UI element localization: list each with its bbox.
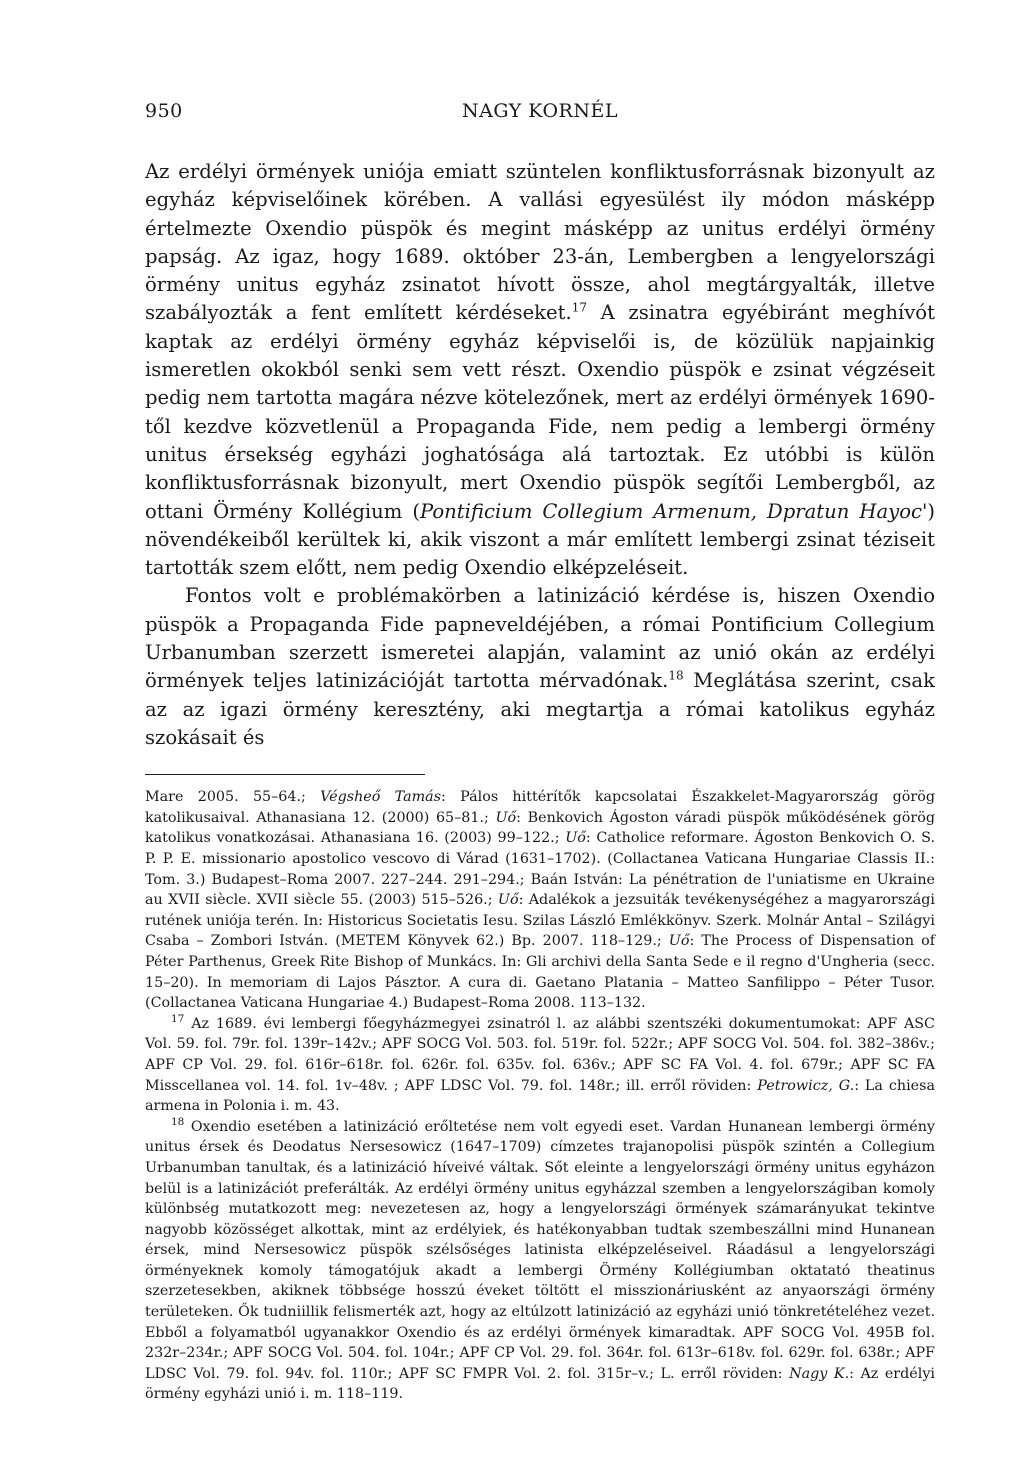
text-run: Mare 2005. 55–64.; xyxy=(145,789,321,806)
text-run: : Catholice reformare. Ágoston Benkovich O. S. P. P. E. missionario apostolico vescovo di Várad (1631–1702). (Collactanea Vaticana Hungariae Classis II.: Tom. 3.) Budapest–Roma 2007. 227–244. 291–294.; Baán István: La pénétration de l'uniatisme en Ukraine au XVII siècle. XVII siècle 55. (2003) 515–526.; xyxy=(145,830,936,909)
text-run: : Az erdélyi örmény egyházi unió i. m. 118–119. xyxy=(145,1365,935,1403)
author-name: Nagy K. xyxy=(789,1365,850,1382)
text-run: : Benkovich Ágoston váradi püspök működésének görög katolikus vonatkozásai. Athanasiana 16. (2003) 99–122.; xyxy=(145,809,936,847)
author-name: Uő xyxy=(495,809,517,826)
footnote-ref-17: 17 xyxy=(571,300,588,315)
text-run: A zsinatra egyébiránt meghívót kaptak az erdélyi örmény egyház képviselői is, de közülük napjainkig ismeretlen okokból senki sem vett részt. Oxendio püspök e zsinat végzéseit pedig nem tartotta magára nézve kötelezőnek, mert az erdélyi örmények 1690-től kezdve közvetlenül a Propaganda Fide, nem pedig a lembergi örmény unitus érsekség egyházi joghatósága alá tartoztak. Ez utóbbi is külön konfliktusforrásnak bizonyult, mert Oxendio püspök segítői Lembergből, az ottani Örmény Kollégium ( xyxy=(145,301,935,523)
paragraph-2 xyxy=(145,582,935,752)
author-name: Uő xyxy=(668,933,690,950)
text-run: ) növendékeiből kerültek ki, akik viszont a már említett lembergi zsinat téziseit tartották szem előtt, nem pedig Oxendio elképzeléseit. xyxy=(145,499,936,580)
author-name: Uő xyxy=(565,830,586,847)
text-run: Fontos volt e problémakörben a latinizáció kérdése is, hiszen Oxendio püspök a Propaganda Fide papneveldéjében, a római Pontificium Collegium Urbanumban szerzett ismeretei alapján, valamint az unió okán az erdélyi örmények teljes latinizációját tartotta mérvadónak. xyxy=(145,584,935,693)
footnote-continued xyxy=(145,787,935,1014)
text-run: : The Process of Dispensation of Péter Parthenus, Greek Rite Bishop of Munkács. In: Gli archivi della Santa Sede e il regno d'Ungheria (secc. 15–20). In memoriam di Lajos Pásztor. A cura di. Gaetano Platania – Matteo Sanfilippo – Péter Tusor. (Collactanea Vaticana Hungariae 4.) Budapest–Roma 2008. 113–132. xyxy=(145,933,935,1012)
italic-term: Pontificium Collegium Armenum, Dpratun Hayoc' xyxy=(419,499,928,523)
author-name: Uő xyxy=(497,892,519,909)
footnote-18 xyxy=(145,1117,935,1405)
page xyxy=(145,100,935,1405)
page-header xyxy=(145,100,935,130)
text-run: Az erdélyi örmények uniója emiatt szüntelen konfliktusforrásnak bizonyult az egyház képviselőinek körében. A vallási egyesülést ily módon másképp értelmezte Oxendio püspök és megint másképp az unitus erdélyi örmény papság. Az igaz, hogy 1689. október 23-án, Lembergben a lengyelországi örmény unitus egyház zsinatot hívott össze, ahol megtárgyalták, illetve szabályozták a fent említett kérdéseket. xyxy=(145,160,935,325)
footnote-separator xyxy=(145,774,425,775)
text-run: Oxendio esetében a latinizáció erőltetése nem volt egyedi eset. Vardan Hunanean lembergi örmény unitus érsek és Deodatus Nersesowicz (1647–1709) címzetes trajanopolisi püspök szintén a Collegium Urbanumban tanultak, és a latinizáció híveivé váltak. Sőt eleinte a lengyelországi örmény unitus egyházon belül is a latinizációt preferálták. Az erdélyi örmény unitus egyházzal szemben a lengyelországiban komoly különbség mutatkozott meg: nevezetesen az, hogy a lengyelországi örmények számarányukat tekintve nagyobb közösséget alkottak, mint az erdélyiek, és hatékonyabban tudtak szembeszállni mind Hunanean érsek, mind Nersesowicz püspök szélsőséges latinista elképzeléseivel. Ráadásul a lengyelországi örményeknek komoly támogatójuk akadt a lembergi Örmény Kollégiumban oktatató theatinus szerzetesekben, akiknek többsége hosszú éveket töltött el misszionáriusként az anyaországi örmény területeken. Ők tudniillik felismerték azt, hogy az eltúlzott latinizáció az egyházi unió tönkretételéhez vezet. Ebből a folyamatból ugyanakkor Oxendio és az erdélyi örmények kimaradtak. APF SOCG Vol. 495B fol. 232r–234r.; APF SOCG Vol. 504. fol. 104r.; APF CP Vol. 29. fol. 364r. fol. 613r–618v. fol. 629r. fol. 638r.; APF LDSC Vol. 79. fol. 94v. fol. 110r.; APF SC FMPR Vol. 2. fol. 315r–v.; L. erről röviden: xyxy=(145,1118,935,1382)
footnote-ref-18: 18 xyxy=(668,668,684,683)
footnotes xyxy=(145,787,935,1405)
author-name: Petrowicz, G. xyxy=(757,1077,855,1094)
footnote-number: 17 xyxy=(171,1013,185,1025)
author-name: Végsheő Tamás xyxy=(320,789,442,806)
footnote-17 xyxy=(145,1014,935,1117)
text-run: : Adalékok a jezsuiták tevékenységéhez a magyarországi rutének uniója terén. In: Historicus Societatis Iesu. Szilas László Emlékkönyv. Szerk. Molnár Antal – Szilágyi Csaba – Zombori István. (METEM Könyvek 62.) Bp. 2007. 118–129.; xyxy=(145,892,935,950)
text-run: Meglátása szerint, csak az az igazi örmény keresztény, aki megtartja a római katolikus egyház szokásait és xyxy=(145,669,935,749)
text-run: : Pálos hittérítők kapcsolatai Északkelet-Magyarország görög katolikusaival. Athanasiana 12. (2000) 65–81.; xyxy=(145,789,935,826)
text-run: : La chiesa armena in Polonia i. m. 43. xyxy=(145,1077,935,1115)
footnote-number: 18 xyxy=(171,1115,185,1128)
paragraph-1 xyxy=(145,158,935,582)
text-run: Az 1689. évi lembergi főegyházmegyei zsinatról l. az alábbi szentszéki dokumentumokat: APF ASC Vol. 59. fol. 79r. fol. 139r–142v.; APF SOCG Vol. 503. fol. 519r. fol. 522r.; APF SOCG Vol. 504. fol. 382–386v.; APF CP Vol. 29. fol. 616r–618r. fol. 626r. fol. 635v. fol. 636v.; APF SC FA Vol. 4. fol. 679r.; APF SC FA Misscellanea vol. 14. fol. 1v–48v. ; APF LDSC Vol. 79. fol. 148r.; ill. erről röviden: xyxy=(145,1015,935,1094)
page-number: 950 xyxy=(145,100,183,122)
body-text xyxy=(145,158,935,752)
running-head: NAGY KORNÉL xyxy=(462,100,618,122)
